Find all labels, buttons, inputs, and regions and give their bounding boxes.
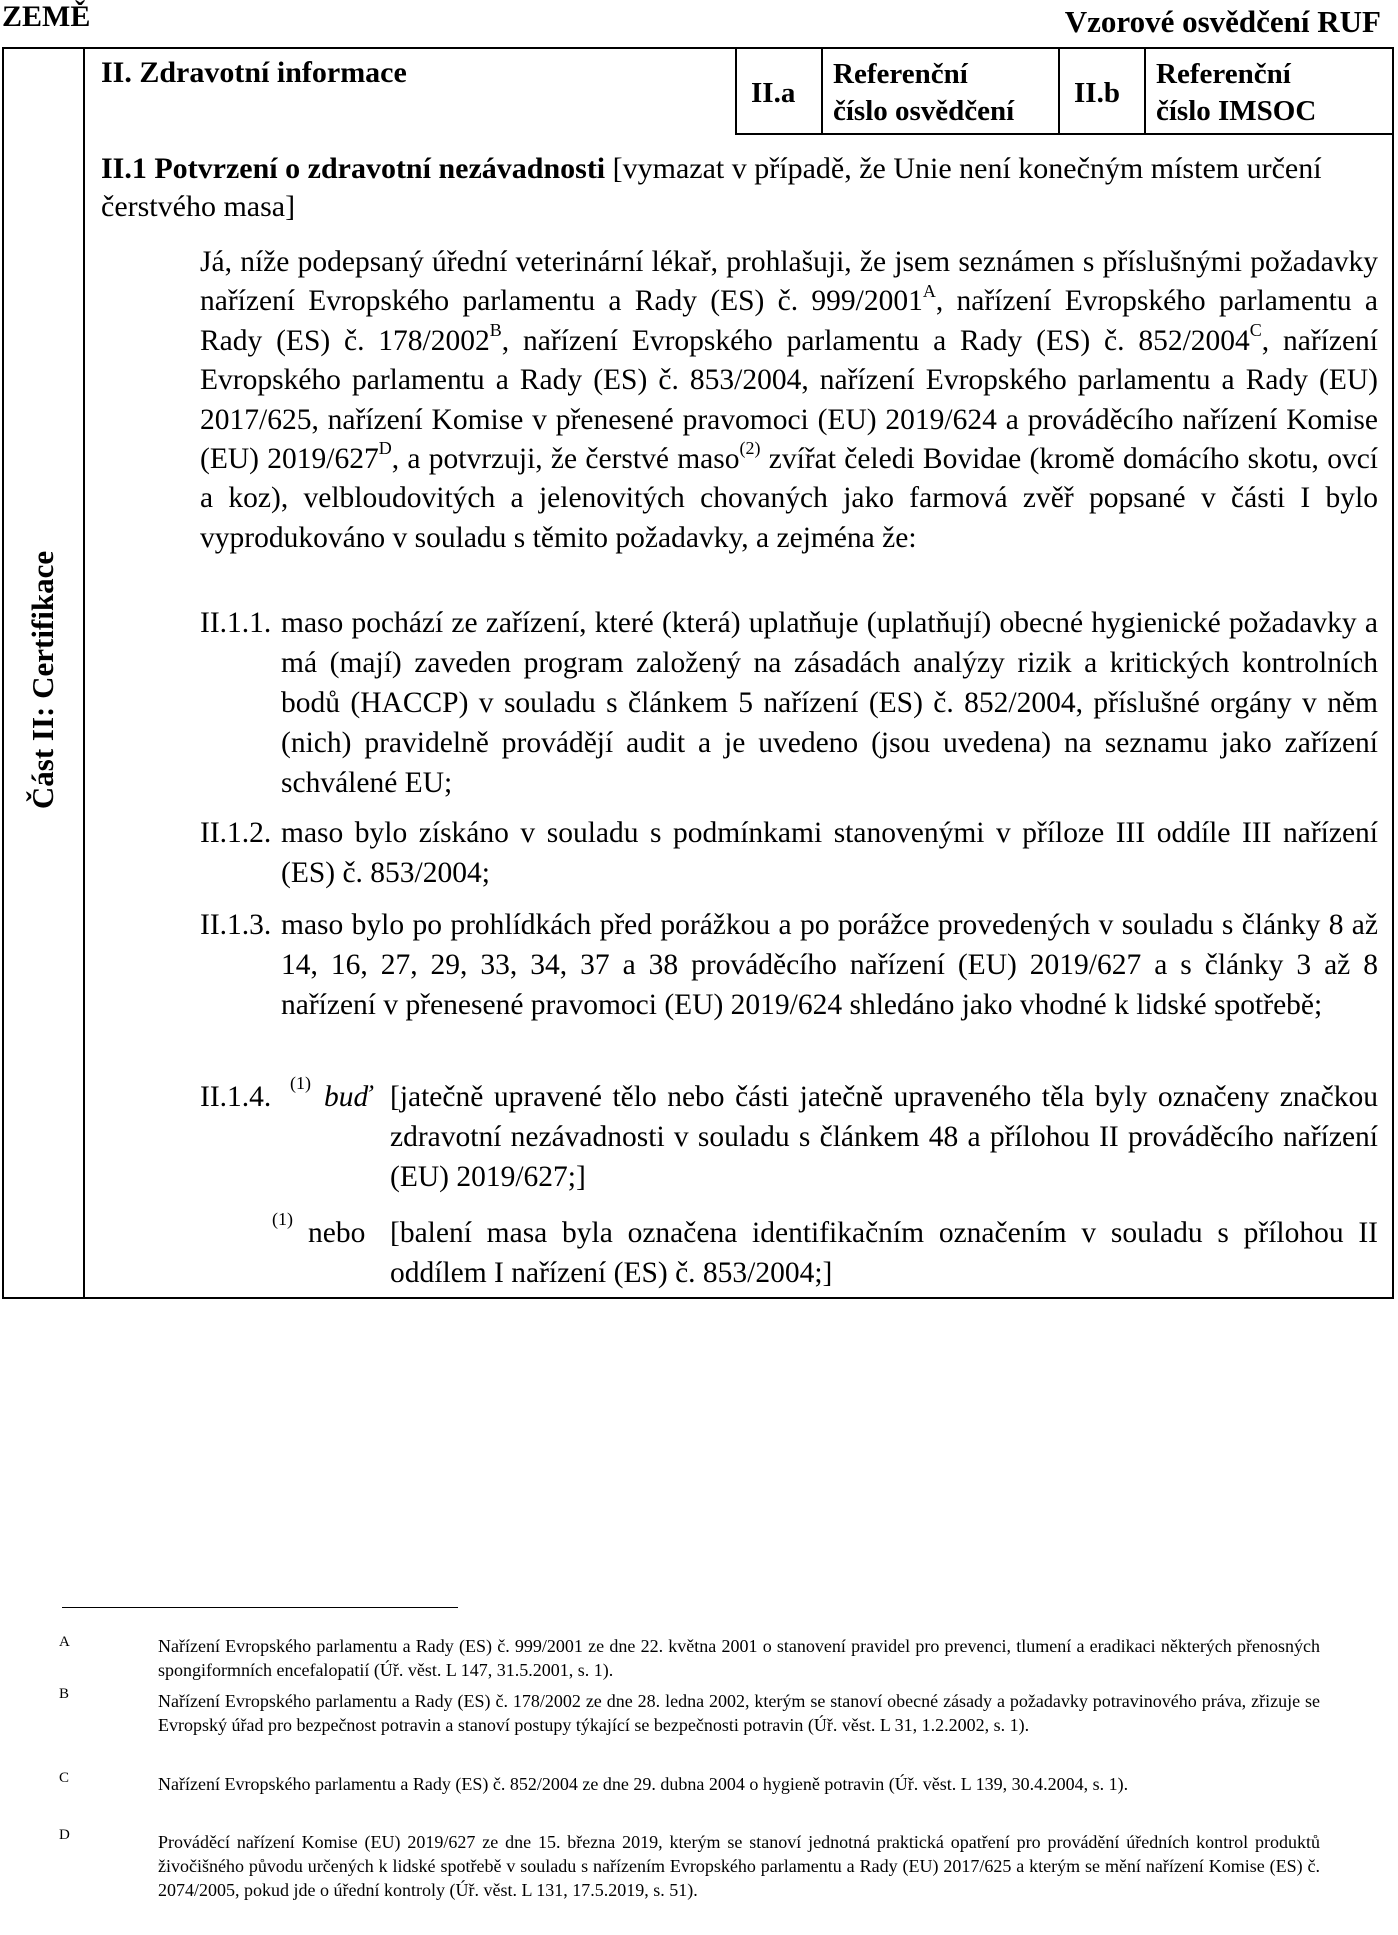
footnote-ref-d: D: [378, 438, 392, 459]
ref-b-line-2: číslo IMSOC: [1156, 95, 1317, 127]
option-2-note-ref: [272, 1210, 293, 1250]
item-text: maso pochází ze zařízení, které (která) uplatňuje (uplatňují) obecné hygienické požadavky a má (mají) zaveden program založený na zásadách analýzy rizik a kritických kontrolních bodů (HACCP) v souladu s článkem 5 nařízení (ES) č. 852/2004, příslušné orgány v něm (nich) pravidelně provádějí audit a je uvedeno (jsou uvedena) na seznamu jako zařízení schválené EU;: [281, 607, 1378, 799]
footnote-text: Nařízení Evropského parlamentu a Rady (ES) č. 852/2004 ze dne 29. dubna 2004 o hygieně potravin (Úř. věst. L 139, 30.4.2004, s. 1).: [158, 1774, 1129, 1794]
ref-b-divider: [1144, 47, 1146, 133]
ref-b-text: [1156, 56, 1316, 130]
ref-a-text: [833, 56, 1014, 130]
subsection-title: [101, 150, 1381, 226]
declaration-paragraph: [200, 243, 1378, 558]
declaration-text-6: zvířat čeledi Bovidae (kromě domácího skotu, ovcí a koz), velbloudovitých a jelenovitých chovaných jako farmová zvěř popsané v části I bylo vyprodukováno v souladu s těmito požadavky, a zejména že:: [200, 443, 1379, 554]
option-1-note-ref: [290, 1074, 311, 1114]
ref-b-line-1: Referenční: [1156, 58, 1291, 90]
ref-a-divider: [821, 47, 823, 133]
footnote-letter: C: [59, 1770, 70, 1786]
option-2-word: nebo: [308, 1217, 366, 1249]
ref-b-label: II.b: [1074, 77, 1120, 109]
ref-a-label: II.a: [751, 77, 796, 109]
reference-box-b: [1058, 47, 1394, 135]
footnote-text: Nařízení Evropského parlamentu a Rady (ES) č. 178/2002 ze dne 28. ledna 2002, kterým se stanoví obecné zásady a požadavky potravinového práva, zřizuje se Evropský úřad pro bezpečnost potravin a stanoví postupy týkající se bezpečnosti potravin (Úř. věst. L 31, 1.2.2002, s. 1).: [158, 1691, 1320, 1735]
declaration-text-1: Já, níže podepsaný úřední veterinární lékař, prohlašuji, že jsem seznámen s příslušnými požadavky nařízení Evropského parlamentu a Rady (ES) č. 999/2001: [200, 246, 1378, 318]
item-number: II.1.1.: [200, 607, 272, 639]
item-text: maso bylo získáno v souladu s podmínkami stanovenými v příloze III oddíle III nařízení (ES) č. 853/2004;: [281, 817, 1378, 889]
country-label: ZEMĚ: [2, 0, 91, 33]
footnote-text: Prováděcí nařízení Komise (EU) 2019/627 ze dne 15. března 2019, kterým se stanoví jednotná praktická opatření pro provádění úředních kontrol produktů živočišného původu určených k lidské spotřebě v souladu s nařízením Evropského parlamentu a Rady (EU) 2017/625 a kterým se mění nařízení Komise (ES) č. 2074/2005, pokud jde o úřední kontroly (Úř. věst. L 131, 17.5.2019, s. 51).: [158, 1832, 1320, 1900]
footnote-letter: B: [59, 1686, 70, 1702]
section-title: II. Zdravotní informace: [101, 56, 407, 89]
footnote-letter: A: [59, 1634, 70, 1650]
subsection-title-bold: II.1 Potvrzení o zdravotní nezávadnosti: [101, 152, 606, 185]
subsection-title-rest: [vymazat v případě, že Unie není konečným místem určení čerstvého masa]: [101, 152, 1322, 223]
footnote-letter: D: [59, 1827, 70, 1843]
option-1-sup: (1): [290, 1073, 311, 1094]
option-2-sup: (1): [272, 1209, 293, 1230]
ref-a-line-1: Referenční: [833, 58, 968, 90]
item-number: II.1.2.: [200, 817, 272, 849]
option-1-word: buď: [324, 1081, 372, 1113]
declaration-text-4: , nařízení Evropského parlamentu a Rady (ES) č. 853/2004, nařízení Evropského parlamentu a Rady (EU) 2017/625, nařízení Komise v přenesené pravomoci (EU) 2019/624 a prováděcího nařízení Komise (EU) 2019/627: [200, 324, 1379, 476]
item-number: II.1.4.: [200, 1081, 272, 1113]
side-label: Část II: Certifikace: [25, 550, 60, 810]
certificate-model-title: Vzorové osvědčení RUF: [1064, 4, 1381, 39]
option-2-text: [balení masa byla označena identifikačním označením v souladu s přílohou II oddílem I nařízení (ES) č. 853/2004;]: [390, 1217, 1378, 1289]
declaration-text-2: , nařízení Evropského parlamentu a Rady (ES) č. 178/2002: [200, 285, 1378, 357]
footnote-ref-b: B: [489, 319, 502, 340]
item-text: maso bylo po prohlídkách před porážkou a po porážce provedených v souladu s články 8 až 14, 16, 27, 29, 33, 34, 37 a 38 prováděcího nařízení (EU) 2019/627 a s články 3 až 8 nařízení v přenesené pravomoci (EU) 2019/624 shledáno jako vhodné k lidské spotřebě;: [281, 909, 1378, 1021]
footnote-ref-c: C: [1249, 319, 1262, 340]
note-ref-2: (2): [739, 438, 761, 459]
item-number: II.1.3.: [200, 909, 272, 941]
footnote-separator: [62, 1607, 458, 1608]
reference-box-a: [735, 47, 1060, 135]
declaration-text-3: , nařízení Evropského parlamentu a Rady (ES) č. 852/2004: [501, 324, 1250, 357]
option-1-text: [jatečně upravené tělo nebo části jatečně upraveného těla byly označeny značkou zdravotní nezávadnosti v souladu s článkem 48 a přílohou II prováděcího nařízení (EU) 2019/627;]: [390, 1081, 1378, 1193]
declaration-text-5: , a potvrzuji, že čerstvé maso: [391, 443, 740, 476]
footnote-text: Nařízení Evropského parlamentu a Rady (ES) č. 999/2001 ze dne 22. května 2001 o stanovení pravidel pro prevenci, tlumení a eradikaci některých přenosných spongiformních encefalopatií (Úř. věst. L 147, 31.5.2001, s. 1).: [158, 1636, 1320, 1680]
ref-a-line-2: číslo osvědčení: [833, 95, 1015, 127]
footnote-ref-a: A: [922, 280, 936, 301]
